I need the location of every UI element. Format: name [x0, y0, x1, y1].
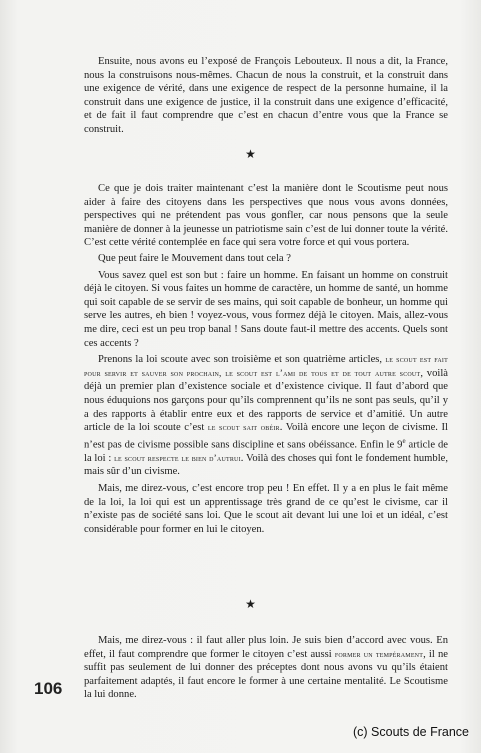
- paragraph-loi-scoute: [84, 353, 448, 479]
- section-star-icon: ★: [245, 147, 256, 161]
- section-scoutisme: [84, 182, 448, 536]
- text-run: . Voilà encore une leçon de civisme. Il n’est pas de civisme possible sans discipline et sans obéissance. Enfin le 9: [84, 422, 448, 451]
- paragraph-text: Vous savez quel est son but : faire un homme. En faisant un homme on construit déjà le citoyen. Si vous faites un homme de caractère, un homme de santé, un homme qui soit capable de se servir de ses mains, qui soit capable de bonheur, un homme qui serve les autres, eh bien ! voyez-vous, vous formez déjà le citoyen. Mais, allez-vous me dire, ceci est un peu trop banal ! Sans doute faut-il mettre des accents. Quels sont ces accents ?: [84, 269, 448, 349]
- text-run: Prenons la loi scoute avec son troisième et son quatrième articles,: [98, 354, 386, 366]
- text-run: , voilà déjà un premier plan d’existence sociale et d’existence civique. Il faut d’abord que nous éduquions nos garçons pour qu’ils comprennent qu’ils ne sont pas seuls, qu’il y a des rapports à établir entre eux et des rapports de service et d’amitié. Un autre article de la loi scoute c’est: [84, 367, 448, 434]
- paragraph-lebouteux: [84, 55, 448, 137]
- law-article-quote: le scout sait obéir: [207, 422, 280, 433]
- section-star-icon: ★: [245, 597, 256, 611]
- text-run: , il ne suffit pas seulement de lui donner des préceptes dont nous avons vu qu’ils étaient parfaitement adaptés, il faut encore le former à une certaine mentalité. Le Scoutisme la lui donne.: [84, 648, 448, 701]
- copyright-watermark: (c) Scouts de France: [352, 725, 469, 739]
- law-article-quote: le scout respecte le bien d’autrui: [114, 452, 241, 463]
- paragraph-text: Ce que je dois traiter maintenant c’est la manière dont le Scoutisme peut nous aider à faire des citoyens dans les perspectives que nous vous avons données, perspectives qui ne prétendent pas vous gonfler, car nous pensons que la seule manière de donner à la jeunesse un patriotisme sain c’est de lui donner toute la vérité. C’est cette vérité contemplée en face qui sera votre force et qui vous portera.: [84, 183, 448, 249]
- paragraph-question: Que peut faire le Mouvement dans tout cela ?: [98, 252, 291, 264]
- text-run: . Voilà des choses qui font le fondement humble, mais sûr d’un civisme.: [84, 452, 449, 478]
- text-run: article de la loi :: [84, 439, 448, 464]
- text-run: Mais, me direz-vous : il faut aller plus loin. Je suis bien d’accord avec vous. En effet, il faut comprendre que former le citoyen c’est aussi: [84, 635, 448, 660]
- section-temperament: [84, 634, 448, 702]
- paragraph-text: Ensuite, nous avons eu l’exposé de François Lebouteux. Il nous a dit, la France, nous la construisons nous-mêmes. Chacun de nous la construit, et la construit dans une exigence de vérité, dans une exigence de respect de la personne humaine, il la construit dans une exigence de justice, il la construit dans une exigence d’efficacité, et de fait il faut comprendre que c’est en chacun d’entre vous que la France se construit.: [84, 56, 448, 135]
- superscript: e: [402, 436, 406, 445]
- page-number: 106: [34, 679, 63, 698]
- law-article-quote: le scout est fait pour servir et sauver son prochain, le scout est l’ami de tous et de tout autre scout: [84, 354, 448, 378]
- emphasis-small-caps: former un tempérament: [334, 648, 424, 659]
- paragraph-text: Mais, me direz-vous, c’est encore trop peu ! En effet. Il y a en plus le fait même de la loi, la loi qui est un apprentissage très grand de ce qu’est le civisme, car il n’existe pas de société sans loi. Que le scout ait devant lui une loi et un idéal, c’est considérable pour former en lui le citoyen.: [84, 483, 448, 535]
- paragraph-text: [84, 634, 448, 702]
